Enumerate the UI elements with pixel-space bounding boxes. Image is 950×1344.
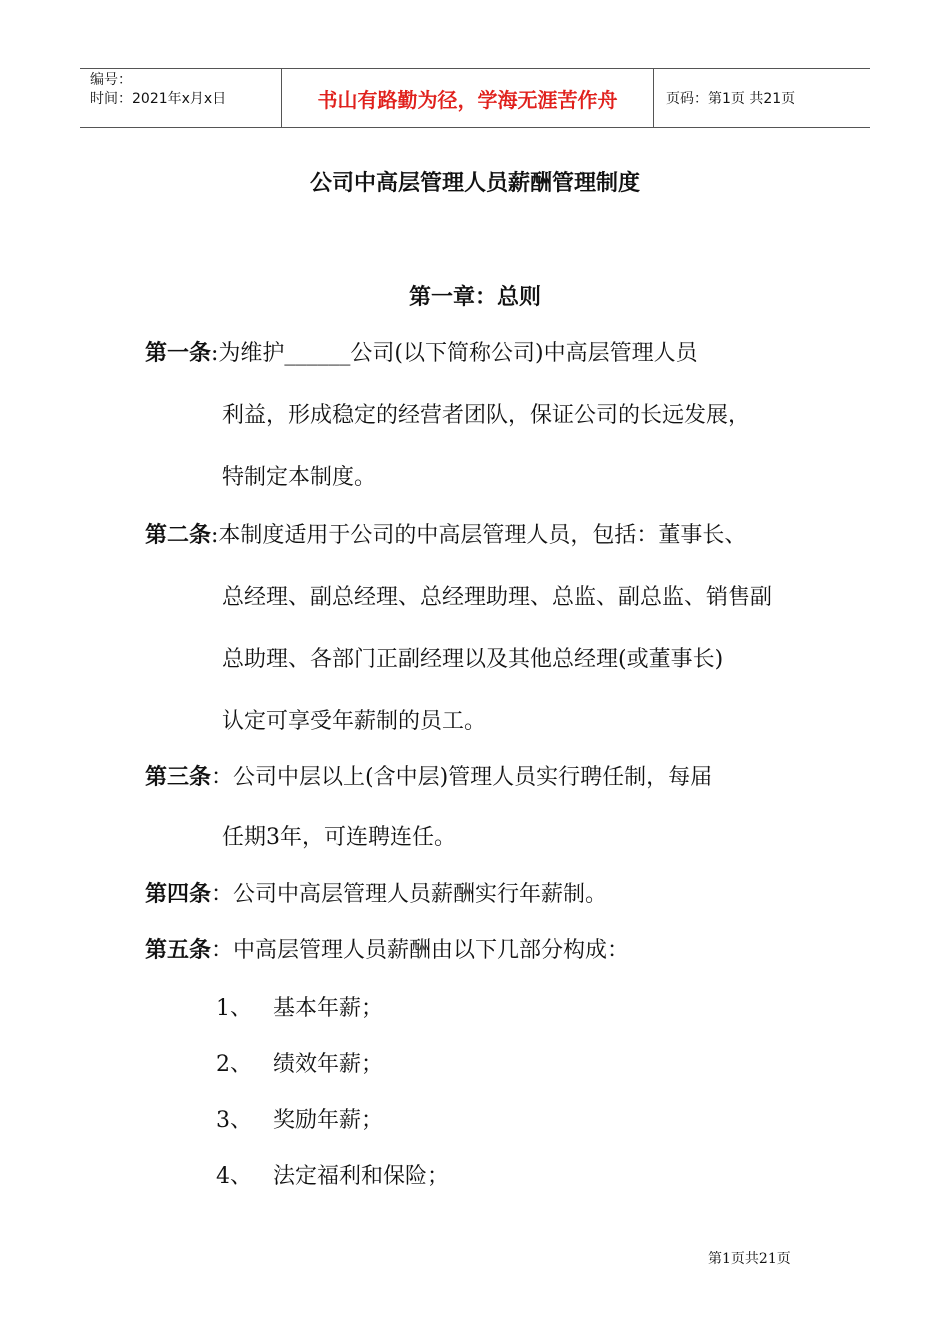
list-text: 绩效年薪； <box>272 1052 383 1077</box>
list-text: 基本年薪； <box>272 996 383 1021</box>
article-label: 第四条 <box>145 882 212 907</box>
article-label: 第二条 <box>145 523 212 548</box>
article-text: ：中高层管理人员薪酬由以下几部分构成： <box>211 938 630 963</box>
list-num: 3、 <box>216 1108 252 1133</box>
list-item <box>216 1159 449 1190</box>
article-text: ：公司中层以上(含中层)管理人员实行聘任制，每届 <box>211 765 713 790</box>
chapter-heading: 第一章：总则 <box>408 285 541 310</box>
article-label: 第五条 <box>145 938 212 963</box>
list-item <box>216 991 383 1022</box>
list-text: 奖励年薪； <box>272 1108 383 1133</box>
page-header <box>80 68 870 128</box>
article-text: ：公司中高层管理人员薪酬实行年薪制。 <box>211 882 608 907</box>
header-meta-cell <box>80 69 282 127</box>
document-title: 公司中高层管理人员薪酬管理制度 <box>309 171 640 196</box>
time-label: 时间：2021年x月x日 <box>90 91 227 107</box>
list-num: 1、 <box>216 996 252 1021</box>
list-item <box>216 1103 383 1134</box>
list-num: 4、 <box>216 1164 252 1189</box>
article-5-line-1 <box>145 933 629 964</box>
article-1-line-2: 利益，形成稳定的经营者团队，保证公司的长远发展， <box>222 403 751 428</box>
article-1-line-1 <box>145 336 698 367</box>
article-2-line-3: 总助理、各部门正副经理以及其他总经理(或董事长) <box>222 647 724 672</box>
article-text: :本制度适用于公司的中高层管理人员，包括：董事长、 <box>211 523 747 548</box>
article-1-line-3: 特制定本制度。 <box>222 465 377 490</box>
article-2-line-1 <box>145 518 746 549</box>
list-num: 2、 <box>216 1052 252 1077</box>
list-item <box>216 1047 383 1078</box>
article-2-line-2: 总经理、副总经理、总经理助理、总监、副总监、销售副 <box>222 585 773 610</box>
article-text: :为维护______公司(以下简称公司)中高层管理人员 <box>211 341 698 366</box>
article-3-line-2: 任期3年，可连聘连任。 <box>222 825 456 850</box>
article-label: 第一条 <box>145 341 212 366</box>
number-label: 编号： <box>90 72 132 88</box>
article-4-line-1 <box>145 877 607 908</box>
list-text: 法定福利和保险； <box>272 1164 449 1189</box>
article-2-line-4: 认定可享受年薪制的员工。 <box>222 709 487 734</box>
header-motto: 书山有路勤为径，学海无涯苦作舟 <box>282 69 654 127</box>
header-page-info: 页码：第1页 共21页 <box>666 91 796 107</box>
page-footer: 第1页共21页 <box>708 1251 791 1267</box>
article-label: 第三条 <box>145 765 212 790</box>
article-3-line-1 <box>145 760 712 791</box>
